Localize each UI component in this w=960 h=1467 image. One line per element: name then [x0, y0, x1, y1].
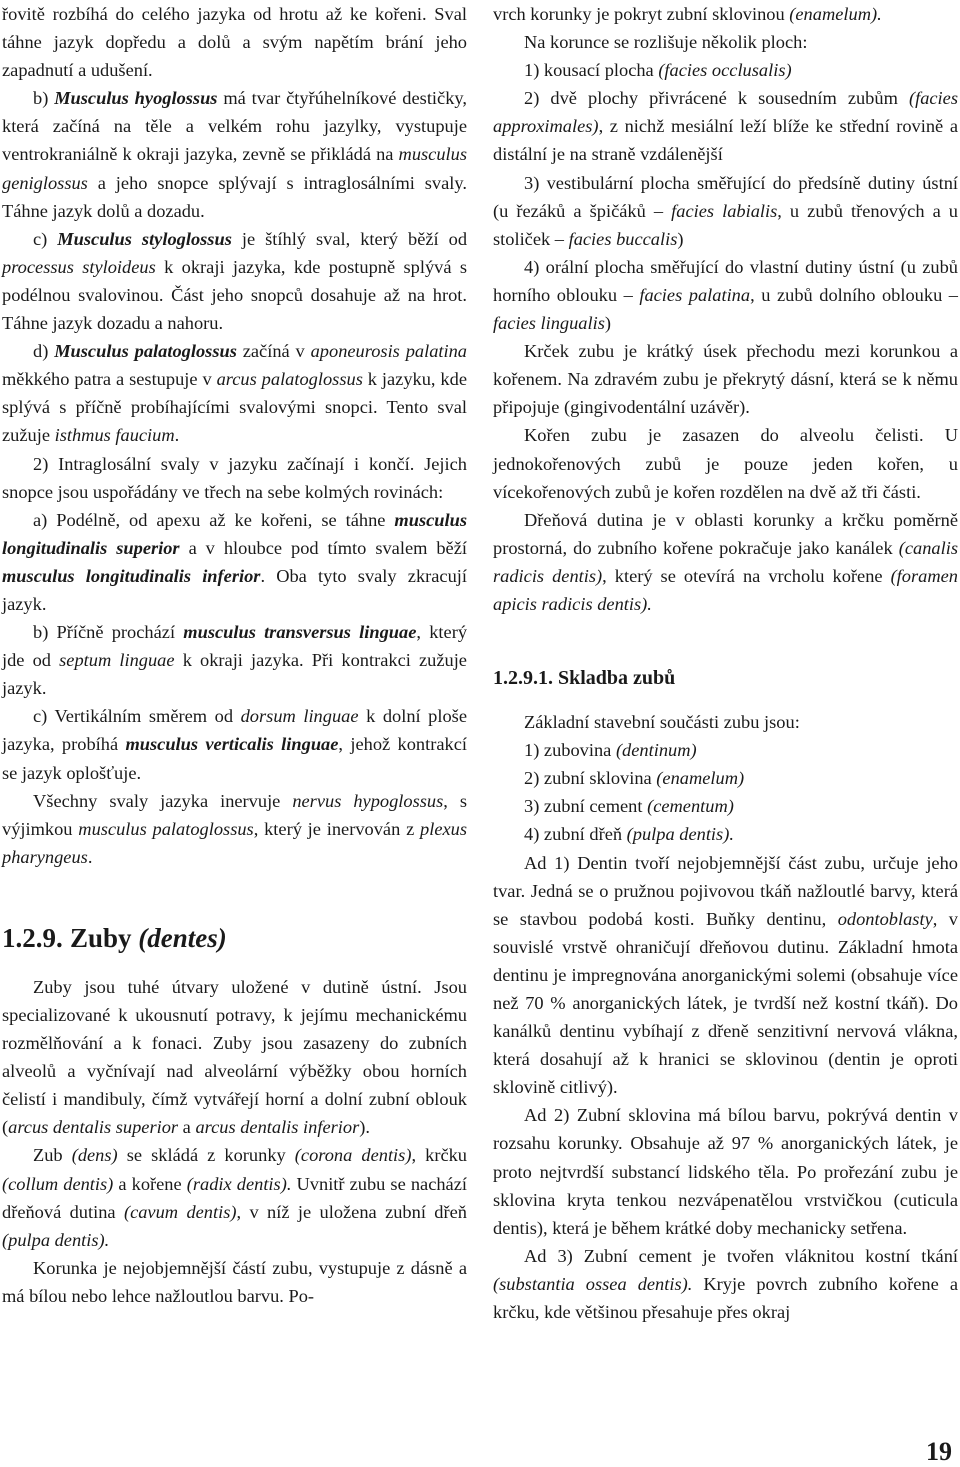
text: , který se otevírá na vrcholu kořene — [602, 565, 891, 586]
page-number: 19 — [926, 1437, 952, 1466]
text: k okraji jazyka, kde postupně splývá s podélnou svalovinou. Část jeho snopců dosahuje až na hrot. Táhne jazyk dozadu a nahoru. — [2, 256, 467, 334]
text: k dolní ploše jazyka, probíhá — [2, 706, 467, 755]
term: facies buccalis — [568, 228, 678, 249]
term: isthmus faucium — [54, 425, 175, 446]
term: (dens) — [71, 1145, 118, 1166]
term: plexus pharyngeus — [2, 818, 468, 867]
term: musculus transversus linguae — [183, 622, 417, 643]
text: Uvnitř zubu se nachází dřeňová dutina — [2, 1173, 467, 1222]
list-item — [493, 764, 958, 792]
subsection-heading-skladba: 1.2.9.1. Skladba zubů — [493, 667, 676, 690]
paragraph-drenova-dutina — [493, 506, 958, 618]
text: , v níž je uložena zubní dřeň — [236, 1201, 467, 1222]
paragraph-korunka: Korunka je nejobjemnější částí zubu, vystupuje z dásně a má bílou nebo lehce nažloutlou barvu. Po- — [2, 1257, 467, 1306]
section-heading-zuby — [2, 921, 467, 955]
paragraph-innervation — [2, 787, 467, 871]
term: (foramen apicis radicis dentis). — [493, 565, 958, 614]
text: , z nichž mesiální leží blíže ke střední rovině a distální je na straně vzdálenější — [493, 116, 958, 165]
text: . — [87, 846, 93, 867]
term: (pulpa dentis). — [2, 1229, 110, 1250]
text: Zub — [33, 1145, 72, 1166]
text: a jeho snopce splývají s intraglosálními svaly. Táhne jazyk dolů a dozadu. — [2, 172, 467, 221]
text: ). — [359, 1117, 370, 1138]
term: (enamelum) — [656, 768, 745, 789]
paragraph-verticalis — [2, 702, 467, 786]
text: a kořene — [113, 1173, 187, 1194]
term: nervus hypoglossus — [292, 790, 444, 811]
text: a) Podélně, od apexu až ke kořeni, se táhne — [33, 509, 395, 530]
text: 1) zubovina — [524, 740, 616, 761]
term: Musculus hyoglossus — [54, 88, 218, 109]
term: (substantia ossea dentis). — [493, 1273, 693, 1294]
text: ) — [604, 313, 611, 334]
text: 4) zubní dřeň — [524, 824, 627, 845]
term: (canalis radicis dentis) — [493, 537, 958, 586]
term: musculus palatoglossus — [78, 818, 254, 839]
term: musculus verticalis linguae — [125, 734, 339, 755]
term: (corona dentis) — [294, 1145, 412, 1166]
text: 1) kousací plocha — [524, 60, 659, 81]
text: se skládá z korunky — [117, 1145, 295, 1166]
text: Ad 3) Zubní cement je tvořen vláknitou kostní tkání — [524, 1245, 958, 1266]
text: Kryje povrch zubního kořene a krčku, kde většinou přesahuje přes okraj — [493, 1273, 958, 1323]
paragraph-transversus — [2, 618, 467, 702]
term: arcus dentalis inferior — [195, 1117, 360, 1138]
text: Všechny svaly jazyka inervuje — [33, 790, 293, 811]
term: (radix dentis). — [186, 1173, 292, 1194]
paragraph-cement — [493, 1242, 958, 1326]
text: b) Příčně prochází — [33, 622, 184, 643]
text: . — [174, 425, 180, 446]
term: aponeurosis palatina — [310, 341, 468, 362]
list-item — [493, 56, 958, 84]
section-number: 1.2.9. — [2, 922, 63, 953]
paragraph-soucasti: Základní stavební součásti zubu jsou: — [524, 712, 800, 733]
text: Zuby jsou tuhé útvary uložené v dutině ústní. Jsou specializované k ukousnutí potravy, k jejímu mechanickému rozmělňování a k fonaci. Zuby jsou zasazeny do zubních alveolů a vyčnívají nad alveolární výběžky obou horních čelistí i mandibuly, čímž vytvářejí horní a dolní zubní oblouk ( — [2, 976, 467, 1138]
text: c) Vertikálním směrem od — [33, 706, 241, 727]
paragraph-longitudinal — [2, 506, 467, 618]
term: facies lingualis — [493, 313, 605, 334]
text: a — [178, 1117, 196, 1138]
text: k jazyku, kde splývá s příčně probíhajícími svalovými snopci. Tento sval zužuje — [2, 369, 467, 446]
text: , krčku — [411, 1145, 467, 1166]
left-column — [2, 0, 467, 1310]
text: , v souvislé vrstvě ohraničují dřeňovou dutinu. Základní hmota dentinu je impregnována anorganickými solemi (obsahuje více než 70 % anorganických látek, je tvrdší než kostní tkáň). Do kanálků dentinu vybíhají z dřeně senzitivní nervová vlákna, která dosahují až k hranici se sklovinou (dentin je oproti sklovině citlivý). — [493, 908, 959, 1098]
text: Ad 1) Dentin tvoří nejobjemnější část zubu, určuje jeho tvar. Jedná se o pružnou pojivovou tkáň nažloutlé barvy, která se stavbou podobá kosti. Buňky dentinu, — [493, 852, 958, 929]
text: b) — [33, 88, 55, 109]
right-column — [493, 0, 958, 1326]
text: a v hloubce pod tímto svalem běží — [179, 537, 467, 558]
list-item — [493, 84, 958, 168]
list-item — [493, 169, 958, 253]
paragraph-styloglossus — [2, 225, 467, 337]
term: (cavum dentis) — [123, 1201, 237, 1222]
text: je štíhlý sval, který běží od — [231, 228, 468, 249]
term: (facies approximales) — [493, 88, 958, 137]
text: , u zubů třenových a u stoliček – — [493, 200, 958, 249]
term: arcus palatoglossus — [216, 369, 363, 390]
paragraph-zuby-intro — [2, 973, 467, 1142]
term: Musculus styloglossus — [57, 228, 232, 249]
text: , s výjimkou — [2, 790, 467, 839]
paragraph-sklovina: Ad 2) Zubní sklovina má bílou barvu, pokrývá dentin v rozsahu korunky. Obsahuje až 97 % anorganických látek, je proto nejtvrdší substancí lidského těla. Po prořezání zubu je sklovina kryta tenkou nezvápenatělou vrstvičkou (cuticula dentis), která je během krátké doby mechanicky setřena. — [493, 1105, 958, 1238]
term: (cementum) — [647, 796, 734, 817]
list-item — [493, 253, 958, 337]
text: 3) zubní cement — [524, 796, 648, 817]
term: septum linguae — [59, 650, 175, 671]
section-title: Zuby — [70, 922, 139, 953]
text: začíná v — [236, 341, 311, 362]
section-title-latin: (dentes) — [138, 922, 227, 953]
term: dorsum linguae — [240, 706, 359, 727]
term: (enamelum). — [789, 4, 882, 24]
text: Dřeňová dutina je v oblasti korunky a krčku poměrně prostorná, do zubního kořene pokračuje jako kanálek — [493, 509, 958, 558]
paragraph-hyoglossus — [2, 84, 467, 224]
term: (facies occlusalis) — [658, 60, 792, 81]
term: facies labialis — [671, 200, 778, 221]
text: c) — [33, 228, 58, 249]
term: musculus longitudinalis inferior — [2, 565, 261, 586]
text: 2) dvě plochy přivrácené k sousedním zubům — [524, 88, 909, 109]
paragraph — [493, 0, 958, 28]
paragraph-dentin — [493, 849, 958, 1102]
term: processus styloideus — [2, 256, 156, 277]
text: , který jde od — [2, 622, 468, 671]
term: musculus longitudinalis superior — [2, 509, 467, 558]
text: ) — [677, 228, 684, 249]
text: 3) vestibulární plocha směřující do předsíně dutiny ústní (u řezáků a špičáků – — [493, 172, 958, 221]
paragraph-intraglosal: 2) Intraglosální svaly v jazyku začínají i končí. Jejich snopce jsou uspořádány ve třech na sebe kolmých rovinách: — [2, 453, 467, 502]
text: , který je inervován z — [253, 818, 421, 839]
list-item — [493, 792, 958, 820]
text: 4) orální plocha směřující do vlastní dutiny ústní (u zubů horního oblouku – — [493, 256, 958, 305]
text: k okraji jazyka. Při kontrakci zužuje jazyk. — [2, 650, 467, 699]
term: musculus geniglossus — [2, 144, 467, 193]
term: arcus dentalis superior — [8, 1117, 179, 1138]
term: odontoblasty — [837, 908, 933, 929]
paragraph-krcek: Krček zubu je krátký úsek přechodu mezi korunkou a kořenem. Na zdravém zubu je překrytý dásní, která se k němu připojuje (gingivodentální uzávěr). — [493, 341, 958, 418]
list-item — [493, 736, 958, 764]
term: facies palatina — [639, 284, 751, 305]
term: (dentinum) — [615, 740, 697, 761]
paragraph: řovitě rozbíhá do celého jazyka od hrotu až ke kořeni. Sval táhne jazyk dopředu a dolů a svým napětím brání jeho zapadnutí a udušení. — [2, 4, 467, 81]
term: (collum dentis) — [2, 1173, 114, 1194]
text: . Oba tyto svaly zkracují jazyk. — [2, 565, 467, 614]
paragraph-plochy: Na korunce se rozlišuje několik ploch: — [524, 32, 808, 53]
text: vrch korunky je pokryt zubní sklovinou — [493, 4, 790, 24]
paragraph-zub-parts — [2, 1141, 467, 1253]
paragraph-palatoglossus — [2, 337, 467, 449]
text: měkkého patra a sestupuje v — [2, 369, 217, 390]
text: 2) zubní sklovina — [524, 768, 657, 789]
text: má tvar čtyřúhelníkové destičky, která začíná na těle a velkém rohu jazylky, vystupuje ventrokraniálně k okraji jazyka, zevně se přikládá na — [2, 88, 467, 165]
term: (pulpa dentis). — [626, 824, 734, 845]
text: , u zubů dolního oblouku – — [750, 284, 959, 305]
term: Musculus palatoglossus — [54, 341, 237, 362]
paragraph-koren: Kořen zubu je zasazen do alveolu čelisti. U jednokořenových zubů je pouze jeden kořen, u vícekořenových zubů je kořen rozdělen na dvě až tři části. — [493, 425, 958, 502]
text: d) — [33, 341, 55, 362]
text: , jehož kontrakcí se jazyk oplošťuje. — [2, 734, 467, 783]
list-item — [493, 820, 958, 848]
